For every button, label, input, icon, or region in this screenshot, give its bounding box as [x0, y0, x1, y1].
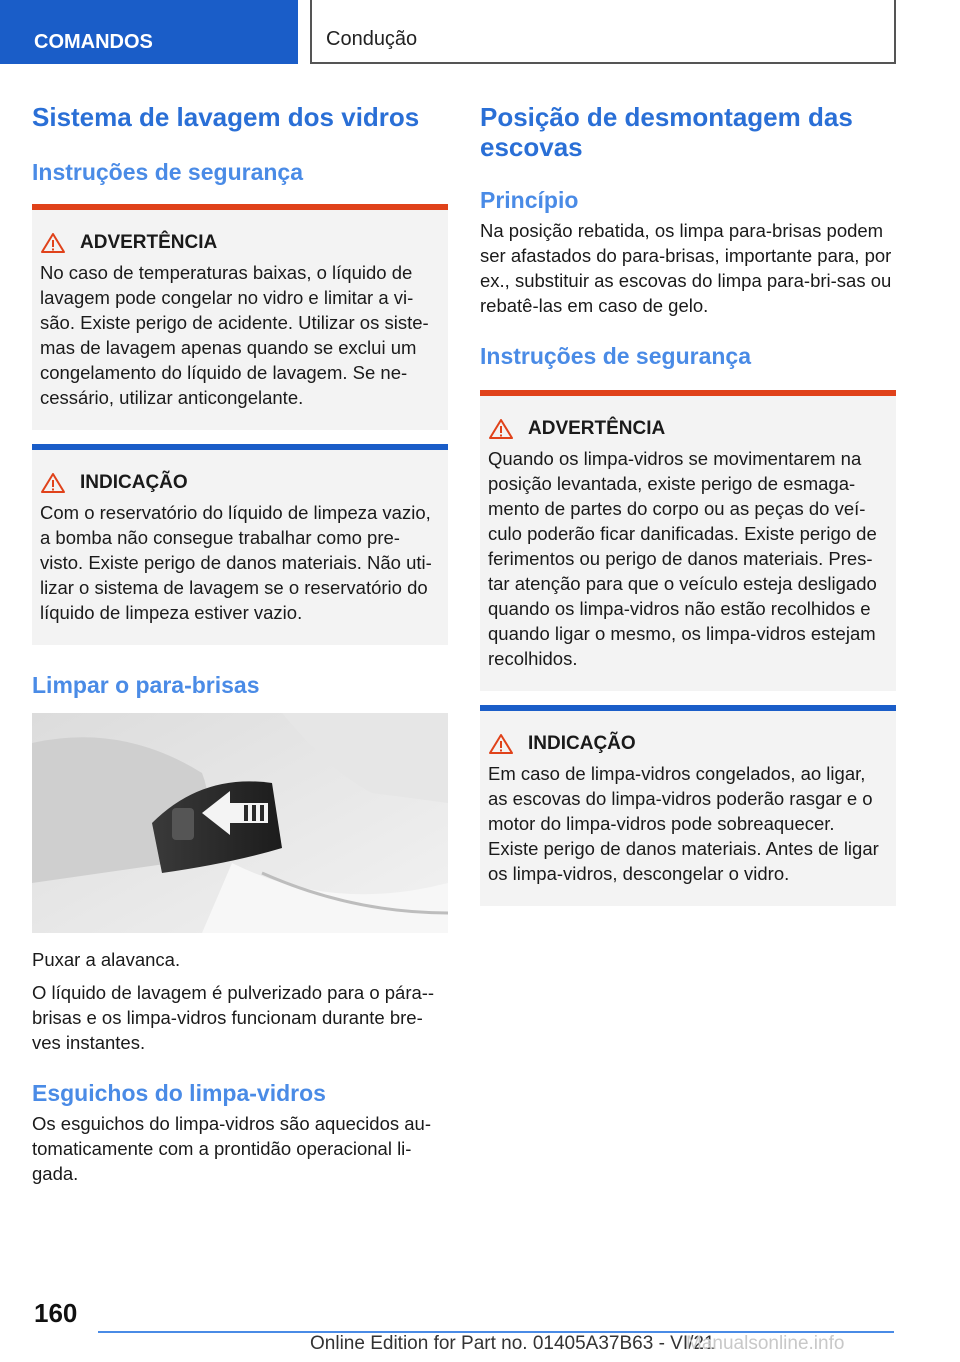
- warning-box: [480, 390, 896, 691]
- notice-box: [480, 705, 896, 906]
- warning-triangle-icon: [40, 472, 66, 494]
- spray-text: O líquido de lavagem é pulverizado para o pára--brisas e os limpa-vidros funcionam durante bre-ves instantes.: [32, 982, 435, 1053]
- notice-title: INDICAÇÃO: [528, 733, 636, 754]
- warning-triangle-icon: [488, 418, 514, 440]
- warning-title: ADVERTÊNCIA: [528, 418, 666, 439]
- warning-triangle-icon: [40, 232, 66, 254]
- page-number: 160: [34, 1298, 78, 1328]
- section-title: Posição de desmontagem das escovas: [480, 102, 853, 162]
- right-column: [480, 102, 896, 906]
- warning-text: Quando os limpa-vidros se movimentarem na posição levantada, existe perigo de esmaga-mento de partes do corpo ou as peças do veí-culo poderão ficar danificadas. Existe perigo de ferimentos ou perigo de danos materiais. Pres-tar atenção para que o veículo esteja desligado quando os limpa-vidros não estão recolhidos e quando ligar o mesmo, os limpa-vidros estejam recolhidos.: [488, 448, 877, 669]
- principle-heading: Princípio: [480, 187, 579, 213]
- pull-lever-text: Puxar a alavanca.: [32, 949, 181, 970]
- notice-title: INDICAÇÃO: [80, 472, 188, 493]
- warning-box: [32, 204, 448, 430]
- principle-text: Na posição rebatida, os limpa para-brisas podem ser afastados do para-brisas, importante para, por ex., substituir as escovas do limpa para-bri-sas ou rebatê-las em caso de gelo.: [480, 220, 892, 316]
- notice-title-row: [40, 472, 440, 494]
- edition-text: Online Edition for Part no. 01405A37B63 - VI/21: [310, 1333, 715, 1354]
- warning-title: ADVERTÊNCIA: [80, 232, 218, 253]
- wiper-lever-photo: [32, 713, 448, 933]
- notice-text: Com o reservatório do líquido de limpeza vazio, a bomba não consegue trabalhar como pre-visto. Existe perigo de danos materiais. Não uti-lizar o sistema de lavagem se o reservatório do líquido de limpeza estiver vazio.: [40, 502, 432, 623]
- wiper-lever-illustration: [32, 713, 448, 933]
- nozzles-text: Os esguichos do limpa-vidros são aquecidos au-tomaticamente com a prontidão operacional li-gada.: [32, 1113, 431, 1184]
- section-tab: [0, 0, 298, 64]
- warning-triangle-icon: [488, 733, 514, 755]
- notice-box: [32, 444, 448, 645]
- safety-heading: Instruções de segurança: [32, 159, 303, 185]
- warning-title-row: [40, 232, 440, 254]
- warning-title-row: [488, 418, 888, 440]
- left-column: [32, 102, 448, 1186]
- section-label: COMANDOS: [34, 31, 153, 53]
- notice-title-row: [488, 733, 888, 755]
- notice-text: Em caso de limpa-vidros congelados, ao ligar, as escovas do limpa-vidros poderão rasgar e o motor do limpa-vidros pode sobreaquecer. Existe perigo de danos materiais. Antes de ligar os limpa-vidros, descongelar o vidro.: [488, 763, 879, 884]
- safety-heading: Instruções de segurança: [480, 343, 751, 369]
- subsection-tab: [310, 0, 896, 64]
- page-title: Sistema de lavagem dos vidros: [32, 102, 420, 132]
- watermark-text: Manualsonline.info: [686, 1333, 845, 1354]
- clean-heading: Limpar o para-brisas: [32, 672, 260, 698]
- nozzles-heading: Esguichos do limpa-vidros: [32, 1080, 326, 1106]
- warning-text: No caso de temperaturas baixas, o líquido de lavagem pode congelar no vidro e limitar a vi-são. Existe perigo de acidente. Utilizar os siste-mas de lavagem apenas quando se exclui um congelamento do líquido de lavagem. Se ne-cessário, utilizar anticongelante.: [40, 262, 429, 408]
- subsection-label: Condução: [326, 28, 418, 50]
